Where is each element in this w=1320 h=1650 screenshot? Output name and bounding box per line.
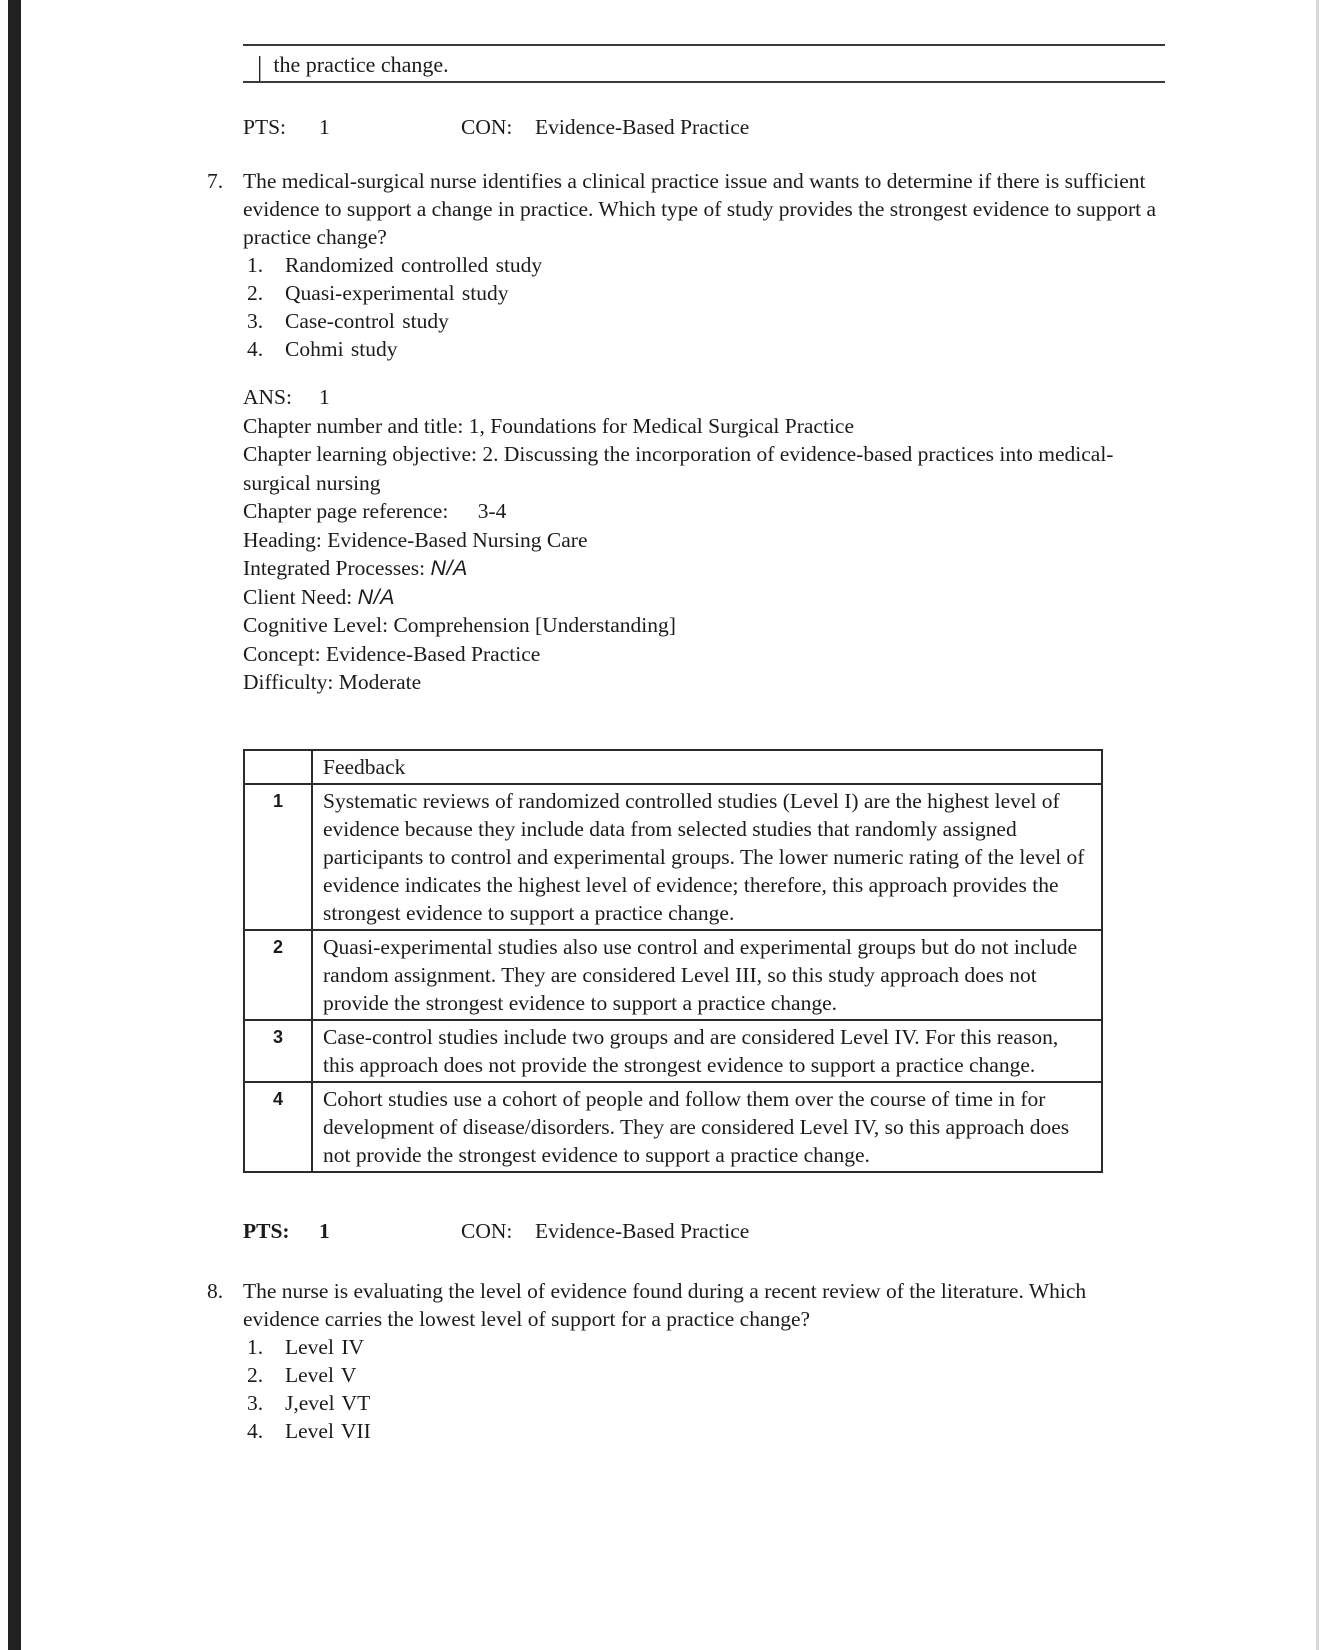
pts-con-line-bottom [243, 1217, 1165, 1245]
question-7-options [247, 251, 1165, 363]
rubric-label: Difficulty: [243, 670, 334, 694]
rubric-value: N/A [357, 584, 395, 609]
option-number: 3. [247, 1390, 264, 1415]
option-text: Randomized controlled study [285, 253, 543, 277]
table-row [244, 1020, 1102, 1082]
option-number: 4. [247, 337, 264, 361]
rubric-value: Evidence-Based Nursing Care [327, 527, 588, 552]
option-number: 2. [247, 1362, 264, 1387]
con-value: Evidence-Based Practice [535, 1218, 750, 1243]
vertical-bar-artifact: | [257, 51, 263, 81]
rubric-label: Concept: [243, 641, 321, 666]
table-row [244, 784, 1102, 930]
option-item [247, 1333, 1165, 1361]
rubric-page-reference [243, 497, 1165, 526]
header-number-cell [244, 750, 312, 784]
question-7-number: 7. [207, 169, 224, 193]
option-number: 1. [247, 253, 264, 277]
question-8-number: 8. [207, 1278, 224, 1303]
rubric-value: 1, Foundations for Medical Surgical Practice [468, 413, 855, 438]
question-7 [207, 167, 1165, 363]
rubric-label: Heading: [243, 527, 322, 552]
rubric-difficulty [243, 668, 1165, 697]
feedback-text-cell: Cohort studies use a cohort of people and follow them over the course of time in for development of disease/disorders. They are considered Level IV, so this approach does not provide the strongest evidence to support a practice change. [312, 1082, 1102, 1172]
rubric-client-need [243, 583, 1165, 612]
rubric-label: Client Need: [243, 584, 353, 609]
question-8 [207, 1277, 1165, 1445]
feedback-header-row [244, 750, 1102, 784]
feedback-text-cell: Systematic reviews of randomized controlled studies (Level I) are the highest level of evidence because they include data from selected studies that randomly assigned participants to control and experimental groups. The lower numeric rating of the level of evidence indicates the highest level of evidence; therefore, this approach provides the strongest evidence to support a practice change. [312, 784, 1102, 930]
option-text: J,evel VT [285, 1390, 371, 1415]
option-text: Level IV [285, 1334, 365, 1359]
question-7-stem: The medical-surgical nurse identifies a clinical practice issue and wants to determine if there is sufficient evidence to support a change in practice. Which type of study provides the strongest evidence to support a practice change? [243, 169, 1157, 249]
con-label: CON: [461, 1218, 513, 1243]
row-number-cell: 1 [244, 784, 312, 930]
option-item [247, 335, 1165, 363]
fragment-text: the practice change. [273, 52, 449, 77]
rubric-integrated-processes [243, 554, 1165, 583]
pts-value: 1 [319, 115, 330, 139]
answer-label: ANS: [243, 385, 292, 409]
row-number-cell: 3 [244, 1020, 312, 1082]
rubric-value: 2. Discussing the incorporation of evidence-based practices into medical-surgical nursing [243, 442, 1114, 495]
rubric-learning-objective [243, 440, 1165, 497]
pts-label: PTS: [243, 115, 287, 139]
option-item [247, 307, 1165, 335]
pts-value: 1 [319, 1218, 330, 1243]
con-value: Evidence-Based Practice [535, 115, 750, 139]
feedback-text-cell: Quasi-experimental studies also use control and experimental groups but do not include random assignment. They are considered Level III, so this study approach does not provide the strongest evidence to support a practice change. [312, 930, 1102, 1020]
rubric-heading [243, 526, 1165, 555]
rubric-value: Evidence-Based Practice [326, 641, 541, 666]
question-8-options [247, 1333, 1165, 1445]
rubric-value: N/A [430, 556, 468, 580]
rubric-label: Chapter page reference: [243, 499, 449, 523]
rubric-concept [243, 640, 1165, 669]
feedback-text-cell: Case-control studies include two groups and are considered Level IV. For this reason, this approach does not provide the strongest evidence to support a practice change. [312, 1020, 1102, 1082]
option-text: Quasi-experimental study [285, 281, 509, 305]
document-page [207, 0, 1165, 1445]
option-text: Level V [285, 1362, 357, 1387]
rubric-label: Chapter learning objective: [243, 442, 478, 466]
option-number: 3. [247, 309, 264, 333]
rubric-chapter-number [243, 412, 1165, 441]
feedback-table [243, 749, 1103, 1173]
rubric-value: 3-4 [477, 499, 507, 523]
option-item [247, 1389, 1165, 1417]
rubric-cognitive-level [243, 611, 1165, 640]
pts-con-line-top [243, 113, 1165, 141]
rubric-value: Moderate [338, 670, 422, 694]
con-label: CON: [461, 115, 513, 139]
scan-edge-left-bar [8, 0, 21, 1650]
row-number-cell: 4 [244, 1082, 312, 1172]
option-text: Cohmi study [285, 337, 398, 361]
table-row [244, 1082, 1102, 1172]
pts-label: PTS: [243, 1218, 290, 1243]
option-number: 2. [247, 281, 264, 305]
scan-edge-right-line [1316, 0, 1319, 1650]
rubric-label: Chapter number and title: [243, 413, 464, 438]
answer-blank-line [243, 44, 1165, 83]
table-row [244, 930, 1102, 1020]
option-number: 4. [247, 1418, 264, 1443]
rubric-label: Cognitive Level: [243, 613, 389, 637]
option-item [247, 279, 1165, 307]
option-item [247, 1361, 1165, 1389]
rubric-value: Comprehension [Understanding] [393, 613, 676, 637]
answer-rubric-block [243, 383, 1165, 697]
question-8-stem: The nurse is evaluating the level of evidence found during a recent review of the literature. Which evidence carries the lowest level of support for a practice change? [243, 1278, 1087, 1331]
answer-value: 1 [319, 385, 330, 409]
answer-line [243, 383, 1165, 412]
row-number-cell: 2 [244, 930, 312, 1020]
option-text: Level VII [285, 1418, 371, 1443]
option-item [247, 1417, 1165, 1445]
option-item [247, 251, 1165, 279]
option-text: Case-control study [285, 309, 449, 333]
rubric-label: Integrated Processes: [243, 556, 426, 580]
feedback-header-cell: Feedback [312, 750, 1102, 784]
option-number: 1. [247, 1334, 264, 1359]
